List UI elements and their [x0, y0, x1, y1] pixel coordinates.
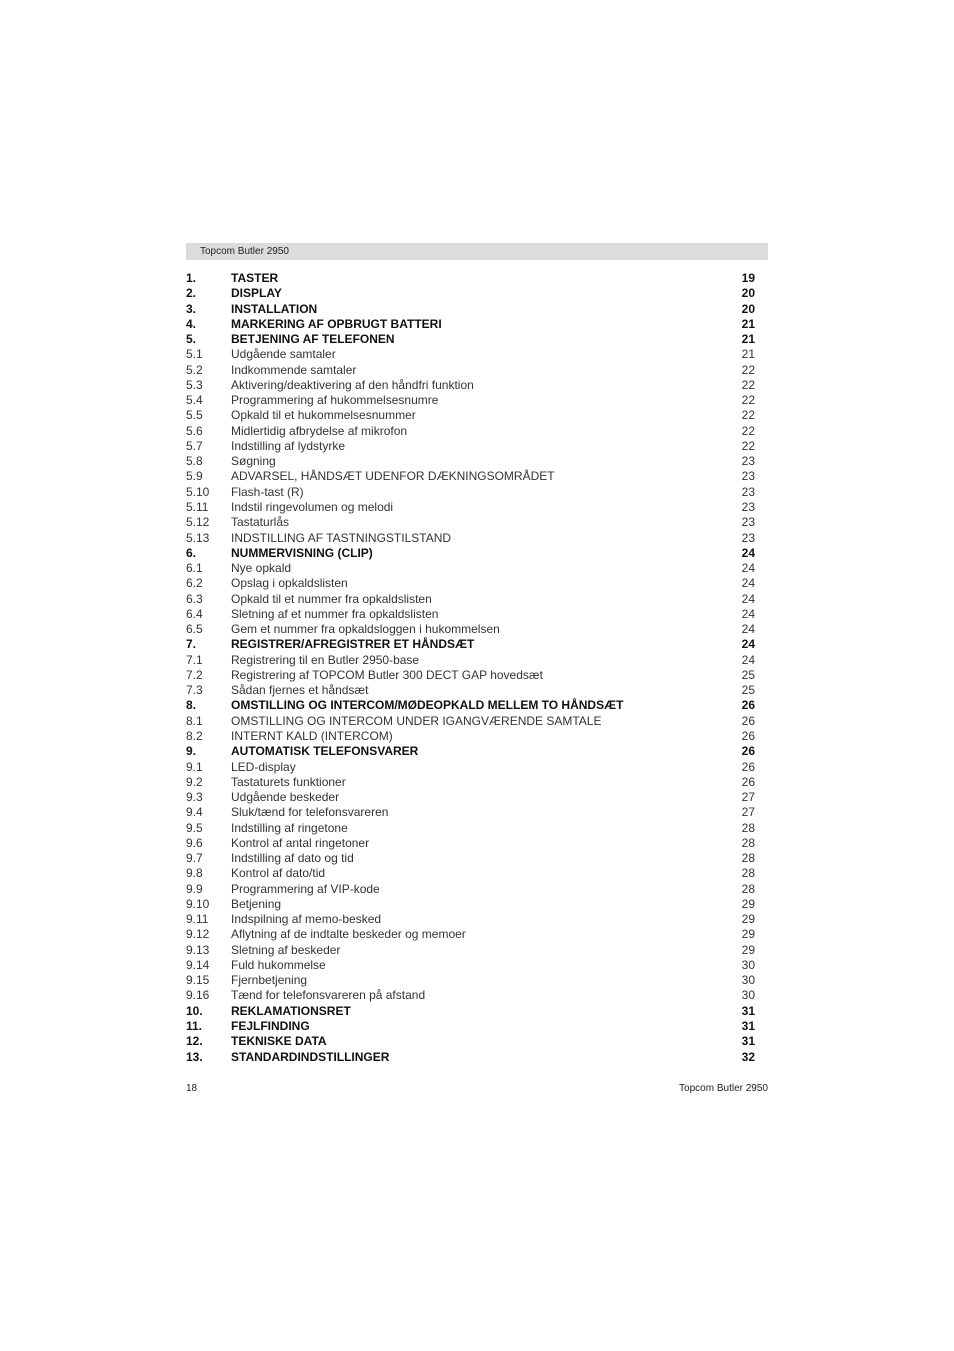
- table-of-contents: [186, 271, 755, 1065]
- toc-entry: [186, 866, 755, 881]
- toc-entry-page: 29: [741, 942, 755, 957]
- toc-entry: [186, 958, 755, 973]
- toc-entry-page: 20: [741, 301, 755, 316]
- toc-entry: [186, 653, 755, 668]
- toc-entry-page: 26: [741, 698, 755, 713]
- toc-entry-page: 24: [741, 561, 755, 576]
- toc-entry-num: 12.: [186, 1034, 203, 1049]
- toc-entry-num: 2.: [186, 286, 197, 301]
- toc-entry-title: Flash-tast (R): [231, 484, 304, 499]
- toc-entry: [186, 897, 755, 912]
- toc-entry-num: 9.11: [186, 912, 209, 927]
- toc-entry-num: 5.: [186, 332, 197, 347]
- toc-entry: [186, 927, 755, 942]
- toc-entry-num: 13.: [186, 1049, 203, 1064]
- toc-entry-page: 31: [741, 1019, 755, 1034]
- toc-entry-title: Opslag i opkaldslisten: [231, 576, 348, 591]
- toc-entry-title: ADVARSEL, HÅNDSÆT UDENFOR DÆKNINGSOMRÅDET: [231, 469, 555, 484]
- toc-entry-page: 24: [741, 637, 755, 652]
- toc-entry-num: 5.6: [186, 423, 203, 438]
- toc-entry-title: Sluk/tænd for telefonsvareren: [231, 805, 389, 820]
- toc-entry-title: Indspilning af memo-besked: [231, 912, 382, 927]
- toc-entry-num: 8.2: [186, 728, 203, 743]
- toc-entry-page: 25: [741, 667, 755, 682]
- toc-entry: [186, 363, 755, 378]
- toc-entry-page: 23: [741, 530, 755, 545]
- toc-entry-num: 5.4: [186, 393, 203, 408]
- toc-entry-title: Fuld hukommelse: [231, 957, 326, 972]
- toc-entry-page: 28: [741, 866, 755, 881]
- toc-entry: [186, 408, 755, 423]
- toc-entry-num: 6.1: [186, 561, 203, 576]
- toc-entry-num: 10.: [186, 1003, 203, 1018]
- toc-entry-title: Indstil ringevolumen og melodi: [231, 499, 394, 514]
- toc-entry: [186, 592, 755, 607]
- toc-entry: [186, 469, 755, 484]
- toc-entry: [186, 454, 755, 469]
- toc-entry-title: AUTOMATISK TELEFONSVARER: [231, 744, 419, 759]
- toc-entry-page: 19: [741, 271, 755, 285]
- toc-entry: [186, 912, 755, 927]
- toc-entry-title: REGISTRER/AFREGISTRER ET HÅNDSÆT: [231, 637, 475, 652]
- toc-entry: [186, 286, 755, 301]
- toc-entry-num: 9.6: [186, 835, 203, 850]
- toc-entry-num: 5.9: [186, 469, 203, 484]
- toc-entry-title: Udgående samtaler: [231, 347, 336, 362]
- toc-entry-num: 5.10: [186, 484, 210, 499]
- toc-entry-page: 30: [741, 988, 755, 1003]
- toc-entry-page: 20: [741, 286, 755, 301]
- toc-entry-num: 5.11: [186, 499, 209, 514]
- toc-entry-num: 5.13: [186, 530, 210, 545]
- toc-entry-page: 30: [741, 957, 755, 972]
- toc-entry: [186, 882, 755, 897]
- toc-entry: [186, 561, 755, 576]
- toc-entry-page: 24: [741, 622, 755, 637]
- toc-entry-title: Udgående beskeder: [231, 790, 340, 805]
- toc-entry-title: BETJENING AF TELEFONEN: [231, 332, 395, 347]
- toc-entry-num: 9.10: [186, 896, 210, 911]
- toc-entry: [186, 1004, 755, 1019]
- toc-entry-title: Søgning: [231, 454, 276, 469]
- toc-entry-num: 11.: [186, 1019, 203, 1034]
- toc-entry-num: 7.: [186, 637, 197, 652]
- toc-entry-page: 32: [741, 1049, 755, 1064]
- footer-product: Topcom Butler 2950: [679, 1083, 768, 1094]
- toc-entry: [186, 988, 755, 1003]
- toc-entry-page: 22: [741, 423, 755, 438]
- toc-entry-num: 9.3: [186, 790, 203, 805]
- toc-entry-title: Fjernbetjening: [231, 973, 308, 988]
- toc-entry-title: Aflytning af de indtalte beskeder og memoer: [231, 927, 466, 942]
- toc-entry-num: 5.1: [186, 347, 203, 362]
- toc-entry-page: 21: [741, 316, 755, 331]
- toc-entry: [186, 836, 755, 851]
- toc-entry-page: 23: [741, 469, 755, 484]
- toc-entry-title: Indstilling af lydstyrke: [231, 438, 346, 453]
- toc-entry-page: 27: [741, 805, 755, 820]
- toc-entry-title: REKLAMATIONSRET: [231, 1003, 351, 1018]
- toc-entry-page: 21: [741, 347, 755, 362]
- toc-entry-page: 24: [741, 576, 755, 591]
- toc-entry-page: 22: [741, 393, 755, 408]
- toc-entry-num: 3.: [186, 301, 197, 316]
- toc-entry: [186, 424, 755, 439]
- toc-entry-page: 24: [741, 545, 755, 560]
- toc-entry-num: 6.3: [186, 591, 203, 606]
- toc-entry-page: 27: [741, 790, 755, 805]
- toc-entry-title: Midlertidig afbrydelse af mikrofon: [231, 423, 408, 438]
- toc-entry-num: 6.5: [186, 622, 203, 637]
- toc-entry-num: 8.: [186, 698, 197, 713]
- toc-entry-title: Opkald til et hukommelsesnummer: [231, 408, 416, 423]
- toc-entry-page: 29: [741, 927, 755, 942]
- toc-entry-num: 9.4: [186, 805, 203, 820]
- toc-entry-page: 29: [741, 912, 755, 927]
- toc-entry-title: TEKNISKE DATA: [231, 1034, 327, 1049]
- toc-entry-page: 23: [741, 454, 755, 469]
- toc-entry-num: 5.3: [186, 377, 203, 392]
- toc-entry-page: 30: [741, 973, 755, 988]
- toc-entry-page: 22: [741, 362, 755, 377]
- toc-entry-page: 26: [741, 728, 755, 743]
- toc-entry: [186, 760, 755, 775]
- toc-entry-num: 9.1: [186, 759, 203, 774]
- toc-entry-title: Indkommende samtaler: [231, 362, 357, 377]
- toc-entry: [186, 714, 755, 729]
- toc-entry-title: Kontrol af dato/tid: [231, 866, 326, 881]
- toc-entry-num: 9.2: [186, 774, 203, 789]
- toc-entry-title: NUMMERVISNING (CLIP): [231, 545, 373, 560]
- toc-entry-num: 7.1: [186, 652, 203, 667]
- toc-entry-title: Nye opkald: [231, 561, 292, 576]
- toc-entry: [186, 805, 755, 820]
- toc-entry-title: INTERNT KALD (INTERCOM): [231, 728, 393, 743]
- toc-entry-num: 7.2: [186, 667, 203, 682]
- toc-entry: [186, 622, 755, 637]
- toc-entry-page: 26: [741, 774, 755, 789]
- toc-entry-num: 9.14: [186, 957, 210, 972]
- toc-entry-num: 9.7: [186, 851, 203, 866]
- toc-entry-title: Tænd for telefonsvareren på afstand: [231, 988, 426, 1003]
- toc-entry-page: 24: [741, 606, 755, 621]
- toc-entry-num: 5.7: [186, 438, 203, 453]
- toc-entry-page: 28: [741, 851, 755, 866]
- toc-entry-page: 28: [741, 820, 755, 835]
- toc-entry-title: Sletning af beskeder: [231, 942, 341, 957]
- toc-entry-num: 6.: [186, 545, 197, 560]
- toc-entry-title: Programmering af VIP-kode: [231, 881, 380, 896]
- toc-entry-title: Tastaturlås: [231, 515, 290, 530]
- toc-entry: [186, 698, 755, 713]
- toc-entry: [186, 1050, 755, 1065]
- toc-entry-num: 9.5: [186, 820, 203, 835]
- toc-entry: [186, 515, 755, 530]
- toc-entry-num: 5.2: [186, 362, 203, 377]
- toc-entry-page: 24: [741, 591, 755, 606]
- toc-entry: [186, 943, 755, 958]
- toc-entry-num: 9.15: [186, 973, 210, 988]
- page-number: 18: [186, 1083, 198, 1094]
- toc-entry: [186, 683, 755, 698]
- toc-entry-page: 26: [741, 713, 755, 728]
- toc-entry-num: 5.12: [186, 515, 210, 530]
- toc-entry: [186, 378, 755, 393]
- toc-entry: [186, 851, 755, 866]
- toc-entry: [186, 271, 755, 286]
- toc-entry-page: 23: [741, 484, 755, 499]
- toc-entry: [186, 485, 755, 500]
- toc-entry-num: 9.13: [186, 942, 210, 957]
- toc-entry: [186, 302, 755, 317]
- header-title: Topcom Butler 2950: [200, 246, 289, 257]
- running-header: [186, 243, 768, 260]
- toc-entry-title: Indstilling af ringetone: [231, 820, 348, 835]
- toc-entry-page: 23: [741, 515, 755, 530]
- toc-entry-title: Betjening: [231, 896, 282, 911]
- toc-entry-num: 9.9: [186, 881, 203, 896]
- toc-entry: [186, 1019, 755, 1034]
- toc-entry: [186, 317, 755, 332]
- toc-entry-title: FEJLFINDING: [231, 1019, 310, 1034]
- toc-entry: [186, 744, 755, 759]
- toc-entry-title: STANDARDINDSTILLINGER: [231, 1049, 390, 1064]
- toc-entry-page: 26: [741, 759, 755, 774]
- toc-entry-num: 7.3: [186, 683, 203, 698]
- toc-entry-title: Gem et nummer fra opkaldsloggen i hukommelsen: [231, 622, 500, 637]
- toc-entry-title: Aktivering/deaktivering af den håndfri funktion: [231, 377, 474, 392]
- toc-entry-num: 9.12: [186, 927, 210, 942]
- toc-entry-num: 9.: [186, 744, 197, 759]
- toc-entry-title: Sletning af et nummer fra opkaldslisten: [231, 606, 439, 621]
- toc-entry: [186, 531, 755, 546]
- toc-entry: [186, 729, 755, 744]
- toc-entry-num: 4.: [186, 316, 197, 331]
- toc-entry-title: Indstilling af dato og tid: [231, 851, 354, 866]
- toc-entry-title: DISPLAY: [231, 286, 282, 301]
- toc-entry-title: OMSTILLING OG INTERCOM UNDER IGANGVÆRENDE SAMTALE: [231, 713, 602, 728]
- toc-entry-num: 5.5: [186, 408, 203, 423]
- toc-entry-title: Opkald til et nummer fra opkaldslisten: [231, 591, 432, 606]
- toc-entry-title: Tastaturets funktioner: [231, 774, 346, 789]
- toc-entry-title: TASTER: [231, 271, 279, 285]
- toc-entry-page: 25: [741, 683, 755, 698]
- toc-entry-page: 28: [741, 835, 755, 850]
- toc-entry-title: OMSTILLING OG INTERCOM/MØDEOPKALD MELLEM TO HÅNDSÆT: [231, 698, 624, 713]
- toc-entry-num: 8.1: [186, 713, 203, 728]
- toc-entry-title: LED-display: [231, 759, 296, 774]
- toc-entry-title: Sådan fjernes et håndsæt: [231, 683, 369, 698]
- toc-entry-page: 24: [741, 652, 755, 667]
- toc-entry: [186, 347, 755, 362]
- toc-entry: [186, 576, 755, 591]
- toc-entry-title: Registrering af TOPCOM Butler 300 DECT GAP hovedsæt: [231, 667, 543, 682]
- toc-entry-page: 29: [741, 896, 755, 911]
- toc-entry: [186, 790, 755, 805]
- toc-entry-page: 23: [741, 499, 755, 514]
- toc-entry-page: 31: [741, 1003, 755, 1018]
- toc-entry-title: MARKERING AF OPBRUGT BATTERI: [231, 316, 442, 331]
- toc-entry-num: 9.8: [186, 866, 203, 881]
- toc-entry: [186, 821, 755, 836]
- toc-entry: [186, 393, 755, 408]
- toc-entry-num: 9.16: [186, 988, 210, 1003]
- toc-entry-title: Kontrol af antal ringetoner: [231, 835, 370, 850]
- toc-entry-page: 22: [741, 408, 755, 423]
- toc-entry: [186, 1034, 755, 1049]
- toc-entry: [186, 500, 755, 515]
- toc-entry-num: 1.: [186, 271, 197, 285]
- toc-entry-title: INDSTILLING AF TASTNINGSTILSTAND: [231, 530, 452, 545]
- toc-entry: [186, 546, 755, 561]
- toc-entry-num: 6.2: [186, 576, 203, 591]
- toc-entry-page: 26: [741, 744, 755, 759]
- toc-entry: [186, 439, 755, 454]
- toc-entry: [186, 973, 755, 988]
- toc-entry: [186, 637, 755, 652]
- toc-entry-page: 31: [741, 1034, 755, 1049]
- toc-entry-num: 5.8: [186, 454, 203, 469]
- toc-entry: [186, 332, 755, 347]
- toc-entry: [186, 775, 755, 790]
- toc-entry-title: INSTALLATION: [231, 301, 318, 316]
- toc-entry-page: 22: [741, 438, 755, 453]
- toc-entry-title: Programmering af hukommelsesnumre: [231, 393, 439, 408]
- toc-entry-num: 6.4: [186, 606, 203, 621]
- toc-entry-page: 22: [741, 377, 755, 392]
- toc-entry: [186, 668, 755, 683]
- toc-entry: [186, 607, 755, 622]
- toc-entry-page: 28: [741, 881, 755, 896]
- toc-entry-title: Registrering til en Butler 2950-base: [231, 652, 420, 667]
- toc-entry-page: 21: [741, 332, 755, 347]
